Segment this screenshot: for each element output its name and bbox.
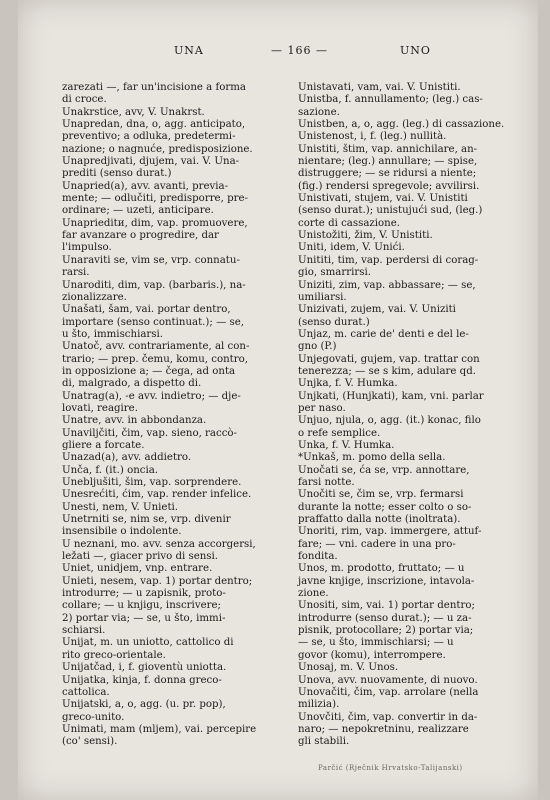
dictionary-line: umiliarsi. — [298, 291, 347, 303]
dictionary-line: javne knjige, inscrizione, intavola- — [298, 575, 475, 587]
dictionary-line: (co' sensi). — [62, 736, 118, 748]
dictionary-page — [18, 0, 538, 800]
dictionary-line: Unjaz, m. carie de' denti e del le- — [298, 328, 469, 340]
dictionary-line: ležati —, giacer privo di sensi. — [62, 551, 219, 563]
dictionary-line: prediti (senso durat.) — [62, 168, 172, 180]
dictionary-line: greco-unito. — [62, 711, 125, 723]
dictionary-line: gliere a forcate. — [62, 439, 145, 451]
dictionary-line: sazione. — [298, 106, 340, 118]
dictionary-line: (senso durat.); unistujući sud, (leg.) — [298, 205, 483, 217]
dictionary-line: introdurre; — u zapisnik, proto- — [62, 588, 226, 600]
dictionary-line: praffatto dalla notte (inoltrata). — [298, 514, 461, 526]
dictionary-line: Unazad(a), avv. addietro. — [62, 452, 192, 464]
dictionary-line: rarsi. — [62, 267, 90, 279]
dictionary-line: far avanzare o progredire, dar — [62, 230, 219, 242]
dictionary-line: Unka, f. V. Humka. — [298, 439, 395, 451]
dictionary-line: Unaprieditи, dim, vap. promuovere, — [62, 217, 248, 229]
dictionary-line: distruggere; — se ridursi a niente; — [298, 168, 477, 180]
dictionary-line: Unositi, sim, vai. 1) portar dentro; — [298, 600, 475, 612]
dictionary-line: Unizivati, zujem, vai. V. Uniziti — [298, 304, 456, 316]
dictionary-line: di croce. — [62, 94, 107, 106]
dictionary-line: Unebljušiti, šim, vap. sorprendere. — [62, 477, 242, 488]
dictionary-line: tenerezza; — se s kim, adulare qd. — [298, 365, 476, 377]
running-header — [18, 44, 538, 60]
dictionary-line: Unovačiti, čim, vap. arrolare (nella — [298, 686, 479, 698]
dictionary-line: trario; — prep. čemu, komu, contro, — [62, 353, 248, 365]
dictionary-line: Unovčiti, čim, vap. convertir in da- — [298, 711, 478, 723]
dictionary-line: Unjka, f. V. Humka. — [298, 378, 398, 390]
dictionary-line: Unistenost, i, f. (leg.) nullità. — [298, 131, 447, 143]
dictionary-line: Unistivati, stujem, vai. V. Unistiti — [298, 193, 468, 205]
dictionary-line: zione. — [298, 588, 329, 600]
dictionary-line: in opposizione a; — čega, ad onta — [62, 365, 236, 377]
dictionary-line: (senso durat.) — [298, 316, 370, 328]
dictionary-line: milizia). — [298, 699, 340, 711]
dictionary-line: per naso. — [298, 402, 346, 414]
dictionary-line: gio, smarrirsi. — [298, 267, 371, 279]
dictionary-line: o refe semplice. — [298, 427, 381, 439]
dictionary-line: collare; — u knjigu, inscrivere; — [62, 600, 221, 612]
dictionary-line: fare; — vni. cadere in una pro- — [298, 538, 456, 550]
dictionary-line: Unatrag(a), -e avv. indietro; — dje- — [62, 390, 241, 402]
dictionary-line: Unititi, tim, vap. perdersi di corag- — [298, 254, 479, 266]
dictionary-line: Uniziti, zim, vap. abbassare; — se, — [298, 279, 476, 291]
right-column — [298, 82, 538, 749]
footer-note: Parčić (Rječnik Hrvatsko-Talijanski) — [318, 764, 463, 772]
dictionary-line: di, malgrado, a dispetto di. — [62, 378, 202, 390]
dictionary-line: pisnik, protocollare; 2) portar via; — [298, 625, 474, 637]
dictionary-line: Unetrniti se, nim se, vrp. divenir — [62, 514, 231, 526]
dictionary-line: Unavilјčiti, čim, vap. sieno, raccò- — [62, 427, 237, 439]
dictionary-line: Unesrećiti, ćim, vap. render infelice. — [62, 489, 252, 501]
dictionary-line: mente; — odlučiti, predisporre, pre- — [62, 193, 248, 205]
dictionary-line: Unatoč, avv. contrariamente, al con- — [62, 341, 250, 353]
dictionary-line: 2) portar via; — se, u što, immi- — [62, 612, 226, 624]
dictionary-line: nazione; o nagnuće, predisposizione. — [62, 143, 253, 155]
dictionary-line: *Unkaš, m. pomo della sella. — [298, 452, 446, 464]
dictionary-line: rito greco-orientale. — [62, 649, 166, 661]
dictionary-line: Unijatčad, i, f. gioventù uniotta. — [62, 662, 227, 674]
dictionary-line: fondita. — [298, 551, 338, 563]
dictionary-line: l'impulso. — [62, 242, 112, 254]
dictionary-line: Unimati, mam (mljem), vai. percepire — [62, 723, 257, 735]
left-column — [62, 82, 302, 749]
dictionary-line: cattolica. — [62, 686, 110, 698]
dictionary-line: Unova, avv. nuovamente, di nuovo. — [298, 674, 478, 686]
dictionary-line: Unistiti, štim, vap. annichilare, an- — [298, 143, 478, 155]
dictionary-line: Unijat, m. un uniotto, cattolico di — [62, 637, 234, 649]
dictionary-line: Unjkati, (Hunjkati), kam, vni. parlar — [298, 390, 484, 402]
dictionary-line: Unijatski, a, o, agg. (u. pr. pop), — [62, 699, 226, 711]
dictionary-line: Unieti, nesem, vap. 1) portar dentro; — [62, 575, 253, 587]
dictionary-line: importare (senso continuat.); — se, — [62, 316, 244, 328]
dictionary-line: Uniet, unidjem, vnp. entrare. — [62, 563, 213, 575]
dictionary-line: Unistben, a, o, agg. (leg.) di cassazione. — [298, 119, 505, 131]
dictionary-line: Unatre, avv. in abbondanza. — [62, 415, 207, 427]
dictionary-line: schiarsi. — [62, 625, 106, 637]
dictionary-line: zionalizzare. — [62, 291, 127, 303]
dictionary-line: u što, immischiarsi. — [62, 328, 163, 340]
dictionary-line: Unaroditi, dim, vap. (barbaris.), na- — [62, 279, 246, 291]
dictionary-line: Unapried(a), avv. avanti, previa- — [62, 180, 229, 192]
dictionary-line: corte di cassazione. — [298, 217, 400, 229]
dictionary-line: naro; — nepokretninu, realizzare — [298, 723, 469, 735]
dictionary-line: Unistavati, vam, vai. V. Unistiti. — [298, 82, 461, 93]
dictionary-line: Unos, m. prodotto, fruttato; — u — [298, 563, 465, 575]
dictionary-line: preventivo; a odluka, predetermi- — [62, 131, 236, 143]
dictionary-line: farsi notte. — [298, 477, 355, 488]
dictionary-line: lovati, reagire. — [62, 402, 138, 414]
dictionary-line: Unjegovati, gujem, vap. trattar con — [298, 353, 480, 365]
dictionary-line: — se, u što, immischiarsi; — u — [298, 637, 454, 649]
dictionary-line: Unakrstice, avv, V. Unakrst. — [62, 106, 205, 118]
dictionary-line: Unistba, f. annullamento; (leg.) cas- — [298, 94, 483, 106]
dictionary-line: durante la notte; esser colto o so- — [298, 501, 472, 513]
header-left: UNA — [174, 44, 204, 57]
dictionary-line: nientare; (leg.) annullare; — spise, — [298, 156, 478, 168]
dictionary-line: gno (P.) — [298, 341, 337, 353]
dictionary-line: introdurre (senso durat.); — u za- — [298, 612, 472, 624]
dictionary-line: Uniti, idem, V. Unići. — [298, 242, 405, 254]
dictionary-line: Unča, f. (it.) oncia. — [62, 464, 159, 476]
dictionary-line: Unočiti se, čim se, vrp. fermarsi — [298, 489, 464, 501]
dictionary-line: ordinare; — uzeti, anticipare. — [62, 205, 214, 217]
dictionary-line: Unjuo, njula, o, agg. (it.) konac, filo — [298, 415, 481, 427]
dictionary-line: Unosaj, m. V. Unos. — [298, 662, 399, 674]
header-right: UNO — [400, 44, 431, 57]
dictionary-line: gli stabili. — [298, 736, 350, 748]
page-number: — 166 — — [271, 44, 328, 57]
dictionary-line: govor (komu), interrompere. — [298, 649, 446, 661]
dictionary-line: Unašati, šam, vai. portar dentro, — [62, 304, 231, 316]
dictionary-line: Unaraviti se, vim se, vrp. connatu- — [62, 254, 240, 266]
dictionary-line: insensibile o indolente. — [62, 526, 182, 538]
dictionary-line: zarezati —, far un'incisione a forma — [62, 82, 246, 93]
dictionary-line: Unapredjivati, djujem, vai. V. Una- — [62, 156, 240, 168]
dictionary-line: (fig.) rendersi spregevole; avvilirsi. — [298, 180, 480, 192]
dictionary-line: Unočati se, ća se, vrp. annottare, — [298, 464, 470, 476]
dictionary-line: U neznani, mo. avv. senza accorgersi, — [62, 538, 256, 550]
dictionary-line: Unistožiti, žim, V. Unistiti. — [298, 230, 433, 242]
dictionary-line: Unoriti, rim, vap. immergere, attuf- — [298, 526, 482, 538]
dictionary-line: Unapredan, dna, o, agg. anticipato, — [62, 119, 246, 131]
dictionary-line: Unesti, nem, V. Unieti. — [62, 501, 179, 513]
dictionary-line: Unijatka, kinja, f. donna greco- — [62, 674, 222, 686]
